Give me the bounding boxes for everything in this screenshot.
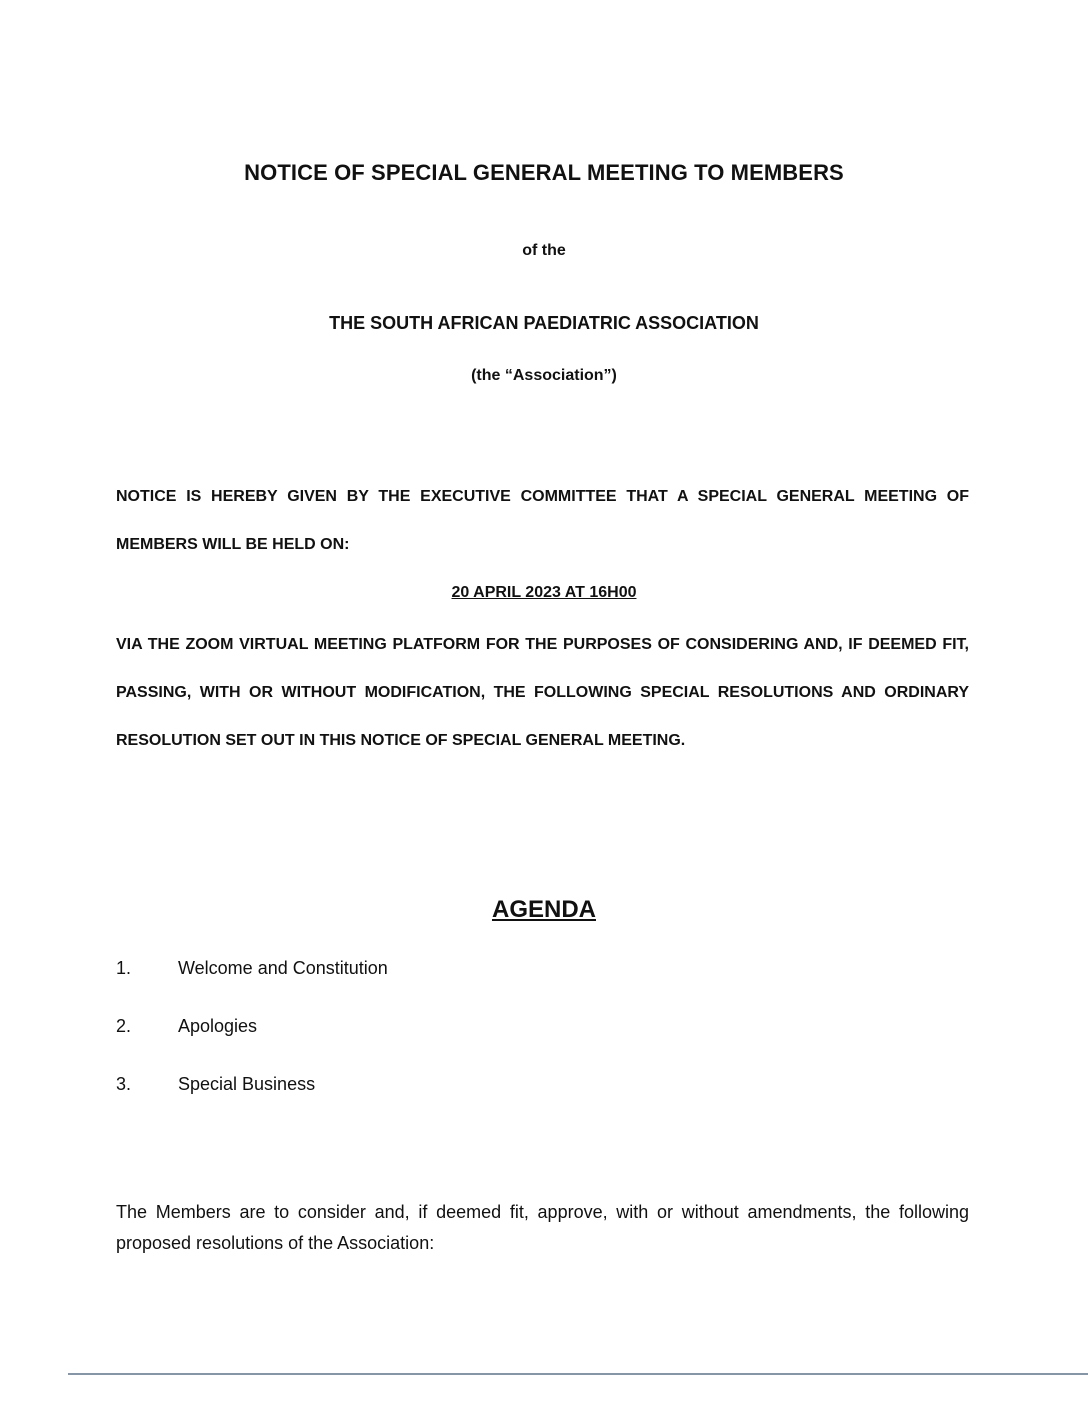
of-the-line: of the xyxy=(522,242,566,259)
agenda-item xyxy=(116,1074,969,1132)
agenda-item-label: Special Business xyxy=(178,1074,316,1094)
notice-title: NOTICE OF SPECIAL GENERAL MEETING TO MEMBERS xyxy=(244,160,844,185)
agenda-heading: AGENDA xyxy=(491,896,596,923)
agenda-item-label: Welcome and Constitution xyxy=(178,958,388,978)
agenda-list xyxy=(116,958,969,1132)
association-name: THE SOUTH AFRICAN PAEDIATRIC ASSOCIATION xyxy=(329,313,759,333)
agenda-item-number: 3. xyxy=(116,1074,132,1094)
notice-paragraph-1: NOTICE IS HEREBY GIVEN BY THE EXECUTIVE COMMITTEE THAT A SPECIAL GENERAL MEETING OF MEMBERS WILL BE HELD ON: xyxy=(116,488,969,553)
association-short-name: (the “Association”) xyxy=(471,367,617,384)
agenda-item-number: 2. xyxy=(116,1016,132,1036)
agenda-item xyxy=(116,1016,969,1074)
agenda-item xyxy=(116,958,969,1016)
agenda-item-label: Apologies xyxy=(178,1016,258,1036)
footer-divider xyxy=(68,1373,1088,1375)
closing-paragraph: The Members are to consider and, if deemed fit, approve, with or without amendments, the following proposed resolutions of the Association: xyxy=(116,1202,969,1253)
notice-paragraph-2: VIA THE ZOOM VIRTUAL MEETING PLATFORM FOR THE PURPOSES OF CONSIDERING AND, IF DEEMED FIT, PASSING, WITH OR WITHOUT MODIFICATION, THE FOLLOWING SPECIAL RESOLUTIONS AND ORDINARY RESOLUTION SET OUT IN THIS NOTICE OF SPECIAL GENERAL MEETING. xyxy=(116,636,969,749)
agenda-item-number: 1. xyxy=(116,958,132,978)
meeting-date-time: 20 APRIL 2023 AT 16H00 xyxy=(451,584,637,601)
